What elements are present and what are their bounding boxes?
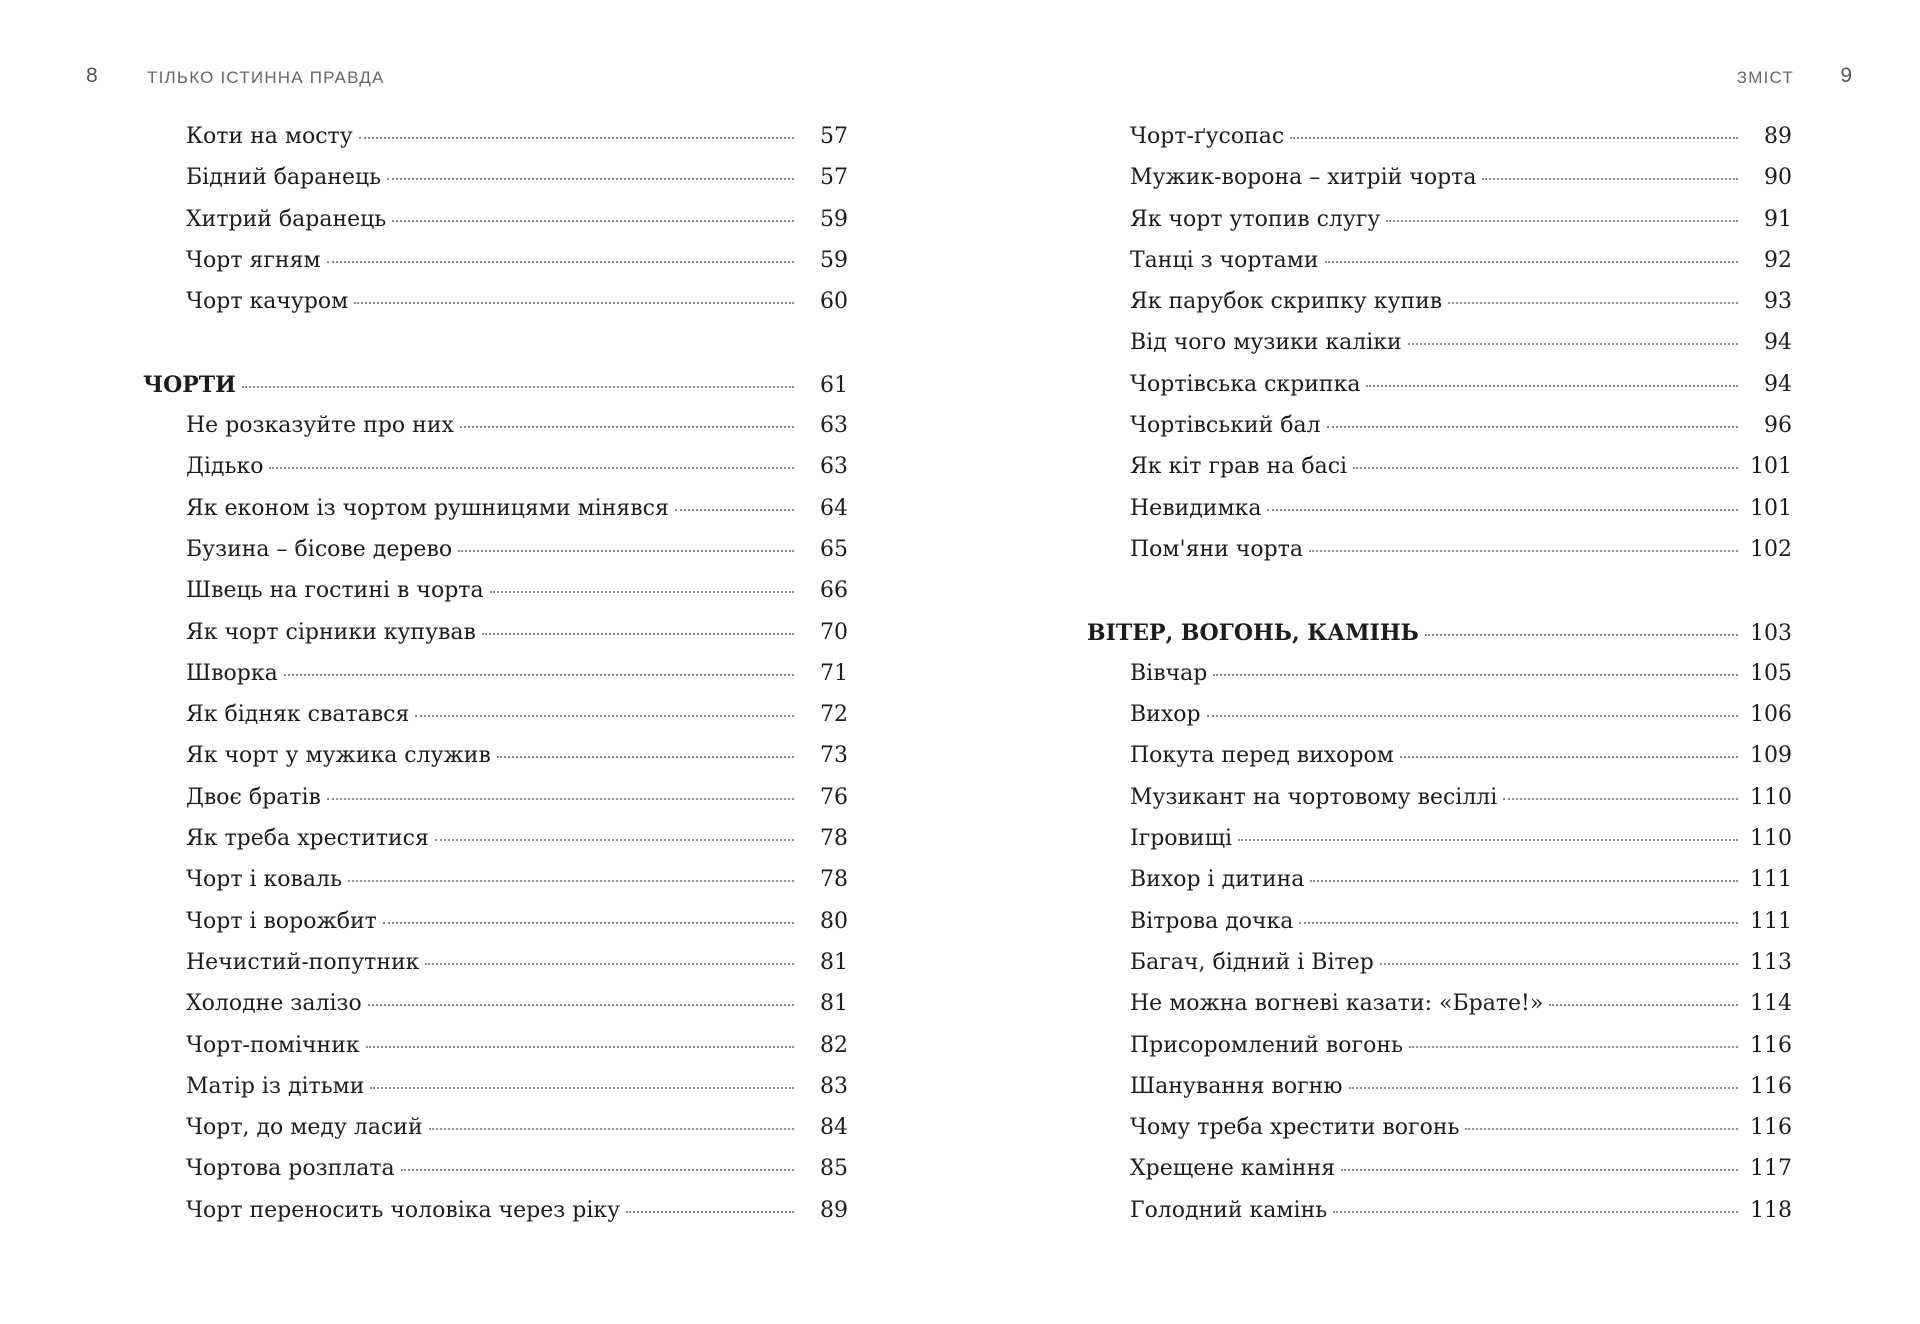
right-page-number: 9	[1840, 64, 1852, 87]
dot-leader	[1409, 1046, 1738, 1048]
toc-entry-title: ЧОРТИ	[143, 371, 236, 398]
toc-entry-title: Вівчар	[1130, 660, 1208, 686]
toc-entry-page-number: 101	[1750, 495, 1792, 521]
dot-leader	[327, 798, 794, 800]
toc-entry-page-number: 116	[1750, 1115, 1792, 1141]
toc-entry	[1087, 1074, 1792, 1115]
toc-entry	[143, 537, 848, 578]
toc-entry	[1087, 1198, 1792, 1239]
toc-entry	[143, 826, 848, 867]
toc-entry-page-number: 63	[820, 413, 848, 439]
toc-entry	[1087, 413, 1792, 454]
toc-entry-title: Присоромлений вогонь	[1130, 1032, 1403, 1058]
toc-entry-title: Чортівський бал	[1130, 413, 1321, 439]
toc-entry-page-number: 89	[820, 1197, 848, 1223]
dot-leader	[1341, 1169, 1738, 1171]
toc-entry-title: Ігровищі	[1130, 826, 1233, 852]
toc-entry-page-number: 111	[1750, 908, 1792, 934]
toc-entry-title: Як чорт сірники купував	[186, 619, 476, 645]
toc-entry-page-number: 91	[1764, 206, 1792, 232]
dot-leader	[1207, 715, 1738, 717]
toc-entry-page-number: 81	[820, 991, 848, 1017]
toc-entry-title: Багач, бідний і Вітер	[1130, 949, 1374, 975]
dot-leader	[387, 178, 794, 180]
toc-entry-title: Як треба хреститися	[186, 826, 429, 852]
toc-entry	[1087, 372, 1792, 413]
toc-entry	[143, 702, 848, 743]
toc-entry-page-number: 93	[1764, 289, 1792, 315]
toc-entry-page-number: 109	[1750, 743, 1792, 769]
toc-entry	[143, 909, 848, 950]
toc-section-heading	[1087, 620, 1792, 661]
toc-entry	[143, 950, 848, 991]
toc-entry	[1087, 124, 1792, 165]
dot-leader	[1465, 1128, 1738, 1130]
toc-entry	[1087, 207, 1792, 248]
toc-entry-title: Пом'яни чорта	[1130, 536, 1303, 562]
toc-entry	[143, 661, 848, 702]
toc-entry-page-number: 113	[1750, 949, 1792, 975]
toc-entry-title: Вихор	[1130, 702, 1201, 728]
toc-entry	[143, 785, 848, 826]
toc-entry	[1087, 289, 1792, 330]
toc-entry	[1087, 991, 1792, 1032]
toc-entry-page-number: 59	[820, 206, 848, 232]
toc-entry-page-number: 65	[820, 536, 848, 562]
toc-entry-title: Як бідняк сватався	[186, 702, 410, 728]
toc-entry	[143, 289, 848, 330]
toc-entry-page-number: 101	[1750, 454, 1792, 480]
toc-entry	[1087, 743, 1792, 784]
toc-entry-page-number: 83	[820, 1073, 848, 1099]
toc-entry-page-number: 73	[820, 743, 848, 769]
toc-entry-title: Нечистий-попутник	[186, 949, 420, 975]
dot-leader	[242, 386, 794, 388]
toc-entry-page-number: 90	[1764, 165, 1792, 191]
toc-entry-title: Чортова розплата	[186, 1156, 395, 1182]
dot-leader	[366, 1046, 794, 1048]
toc-entry	[143, 165, 848, 206]
toc-entry-page-number: 78	[820, 826, 848, 852]
dot-leader	[626, 1211, 794, 1213]
toc-entry	[1087, 702, 1792, 743]
toc-entry	[1087, 661, 1792, 702]
toc-entry	[1087, 330, 1792, 371]
dot-leader	[435, 839, 794, 841]
toc-entry-page-number: 76	[820, 784, 848, 810]
toc-entry-page-number: 59	[820, 247, 848, 273]
left-page-number: 8	[86, 64, 98, 87]
dot-leader	[415, 715, 794, 717]
dot-leader	[401, 1169, 794, 1171]
toc-entry-page-number: 118	[1750, 1197, 1792, 1223]
toc-entry-title: Бузина – бісове дерево	[186, 536, 453, 562]
toc-entry-title: Не розказуйте про них	[186, 413, 454, 439]
dot-leader	[1333, 1211, 1738, 1213]
toc-entry	[143, 1156, 848, 1197]
toc-entry-page-number: 89	[1764, 124, 1792, 149]
dot-leader	[1309, 550, 1738, 552]
toc-entry	[1087, 1033, 1792, 1074]
dot-leader	[482, 633, 794, 635]
toc-entry	[143, 743, 848, 784]
toc-entry-page-number: 94	[1764, 371, 1792, 397]
toc-entry-page-number: 116	[1750, 1032, 1792, 1058]
dot-leader	[284, 674, 794, 676]
toc-entry-title: Чорт ягням	[186, 247, 321, 273]
toc-entry-page-number: 106	[1750, 702, 1792, 728]
toc-entry-title: Хрещене каміння	[1130, 1156, 1336, 1182]
toc-entry-title: Чорт-помічник	[186, 1032, 360, 1058]
dot-leader	[425, 963, 794, 965]
dot-leader	[1549, 1004, 1738, 1006]
toc-entry	[143, 1033, 848, 1074]
toc-entry	[1087, 165, 1792, 206]
dot-leader	[327, 261, 794, 263]
toc-entry-page-number: 72	[820, 702, 848, 728]
toc-entry-title: Дідько	[186, 454, 264, 480]
toc-entry	[1087, 826, 1792, 867]
toc-entry	[143, 207, 848, 248]
toc-entry-title: Швець на гостині в чорта	[186, 578, 484, 604]
toc-entry-page-number: 85	[820, 1156, 848, 1182]
dot-leader	[675, 509, 794, 511]
toc-entry-page-number: 111	[1750, 867, 1792, 893]
dot-leader	[429, 1128, 794, 1130]
toc-entry-page-number: 105	[1750, 660, 1792, 686]
dot-leader	[1325, 261, 1738, 263]
toc-entry-title: Мужик-ворона – хитрій чорта	[1130, 165, 1477, 191]
toc-entry-page-number: 63	[820, 454, 848, 480]
toc-entry-title: Чорт і коваль	[186, 867, 342, 893]
toc-entry-title: Чому треба хрестити вогонь	[1130, 1115, 1460, 1141]
dot-leader	[1267, 509, 1738, 511]
dot-leader	[1503, 798, 1738, 800]
toc-entry-page-number: 70	[820, 619, 848, 645]
toc-entry-title: ВІТЕР, ВОГОНЬ, КАМІНЬ	[1087, 619, 1419, 646]
dot-leader	[354, 302, 794, 304]
toc-entry-page-number: 114	[1750, 991, 1792, 1017]
toc-entry-page-number: 92	[1764, 247, 1792, 273]
dot-leader	[1290, 137, 1738, 139]
toc-entry	[143, 867, 848, 908]
toc-entry	[1087, 496, 1792, 537]
toc-left-column	[143, 124, 848, 1239]
dot-leader	[1349, 1087, 1738, 1089]
toc-entry-title: Коти на мосту	[186, 124, 353, 149]
dot-leader	[1482, 178, 1738, 180]
toc-entry-title: Шворка	[186, 660, 278, 686]
toc-entry	[143, 454, 848, 495]
toc-entry-title: Хитрий баранець	[186, 206, 387, 232]
toc-entry	[143, 991, 848, 1032]
toc-entry-title: Покута перед вихором	[1130, 743, 1394, 769]
toc-right-column	[1087, 124, 1792, 1239]
toc-entry-title: Чорт, до меду ласий	[186, 1115, 423, 1141]
dot-leader	[497, 756, 794, 758]
dot-leader	[458, 550, 794, 552]
toc-entry-title: Двоє братів	[186, 784, 321, 810]
dot-leader	[1299, 922, 1738, 924]
toc-entry-page-number: 78	[820, 867, 848, 893]
toc-section-heading	[143, 372, 848, 413]
dot-leader	[1310, 880, 1738, 882]
toc-entry-title: Голодний камінь	[1130, 1197, 1328, 1223]
toc-entry	[143, 413, 848, 454]
dot-leader	[359, 137, 794, 139]
toc-entry	[1087, 867, 1792, 908]
dot-leader	[348, 880, 794, 882]
toc-entry-title: Чортівська скрипка	[1130, 371, 1361, 397]
toc-entry-title: Танці з чортами	[1130, 247, 1319, 273]
toc-entry-page-number: 71	[820, 660, 848, 686]
toc-entry-page-number: 60	[820, 289, 848, 315]
toc-entry-title: Чорт-ґусопас	[1130, 124, 1285, 149]
toc-entry-page-number: 117	[1750, 1156, 1792, 1182]
dot-leader	[269, 467, 794, 469]
toc-entry	[143, 1074, 848, 1115]
toc-entry	[1087, 785, 1792, 826]
toc-entry	[1087, 537, 1792, 578]
dot-leader	[1380, 963, 1738, 965]
toc-entry	[1087, 909, 1792, 950]
dot-leader	[1448, 302, 1738, 304]
dot-leader	[1400, 756, 1738, 758]
toc-entry-page-number: 66	[820, 578, 848, 604]
toc-entry	[1087, 248, 1792, 289]
dot-leader	[370, 1087, 794, 1089]
toc-entry-title: Як кіт грав на басі	[1130, 454, 1348, 480]
toc-entry-page-number: 103	[1750, 620, 1792, 646]
dot-leader	[368, 1004, 794, 1006]
toc-entry-page-number: 64	[820, 495, 848, 521]
dot-leader	[1238, 839, 1738, 841]
toc-entry-title: Вихор і дитина	[1130, 867, 1305, 893]
toc-entry-title: Холодне залізо	[186, 991, 362, 1017]
toc-entry	[143, 578, 848, 619]
toc-entry	[1087, 1156, 1792, 1197]
toc-entry-title: Вітрова дочка	[1130, 908, 1294, 934]
toc-entry-page-number: 84	[820, 1115, 848, 1141]
toc-entry	[143, 496, 848, 537]
toc-entry	[143, 1115, 848, 1156]
toc-entry-page-number: 102	[1750, 536, 1792, 562]
toc-entry-page-number: 82	[820, 1032, 848, 1058]
dot-leader	[460, 426, 794, 428]
toc-entry-page-number: 110	[1750, 826, 1792, 852]
dot-leader	[1366, 385, 1738, 387]
right-running-title: ЗМІСТ	[1736, 68, 1794, 87]
toc-entry-title: Як чорт у мужика служив	[186, 743, 491, 769]
toc-entry-page-number: 81	[820, 949, 848, 975]
toc-entry-title: Чорт переносить чоловіка через ріку	[186, 1197, 621, 1223]
dot-leader	[1213, 674, 1738, 676]
dot-leader	[1386, 220, 1738, 222]
dot-leader	[1327, 426, 1738, 428]
dot-leader	[1425, 634, 1738, 636]
toc-entry-title: Невидимка	[1130, 495, 1262, 521]
toc-entry-title: Чорт качуром	[186, 289, 349, 315]
toc-entry-page-number: 57	[820, 124, 848, 149]
toc-entry-page-number: 61	[820, 372, 848, 398]
dot-leader	[1408, 343, 1738, 345]
toc-entry-page-number: 94	[1764, 330, 1792, 356]
toc-entry	[143, 124, 848, 165]
toc-entry-title: Музикант на чортовому весіллі	[1130, 784, 1498, 810]
toc-entry	[143, 620, 848, 661]
toc-entry-title: Шанування вогню	[1130, 1073, 1343, 1099]
toc-entry-title: Матір із дітьми	[186, 1073, 365, 1099]
dot-leader	[392, 220, 794, 222]
toc-entry	[1087, 454, 1792, 495]
toc-entry	[143, 248, 848, 289]
dot-leader	[490, 591, 794, 593]
toc-entry-page-number: 96	[1764, 413, 1792, 439]
toc-entry	[1087, 1115, 1792, 1156]
toc-entry-page-number: 116	[1750, 1073, 1792, 1099]
toc-entry-page-number: 57	[820, 165, 848, 191]
toc-entry	[1087, 950, 1792, 991]
toc-entry-title: Не можна вогневі казати: «Брате!»	[1130, 991, 1544, 1017]
toc-entry-title: Від чого музики каліки	[1130, 330, 1402, 356]
toc-entry	[143, 1198, 848, 1239]
toc-entry-page-number: 80	[820, 908, 848, 934]
left-running-title: ТІЛЬКО ІСТИННА ПРАВДА	[147, 68, 385, 87]
toc-entry-title: Як чорт утопив слугу	[1130, 206, 1381, 232]
dot-leader	[1353, 467, 1738, 469]
toc-entry-page-number: 110	[1750, 784, 1792, 810]
toc-entry-title: Чорт і ворожбит	[186, 908, 377, 934]
toc-entry-title: Як економ із чортом рушницями мінявся	[186, 495, 669, 521]
toc-entry-title: Як парубок скрипку купив	[1130, 289, 1443, 315]
toc-entry-title: Бідний баранець	[186, 165, 382, 191]
dot-leader	[383, 922, 794, 924]
